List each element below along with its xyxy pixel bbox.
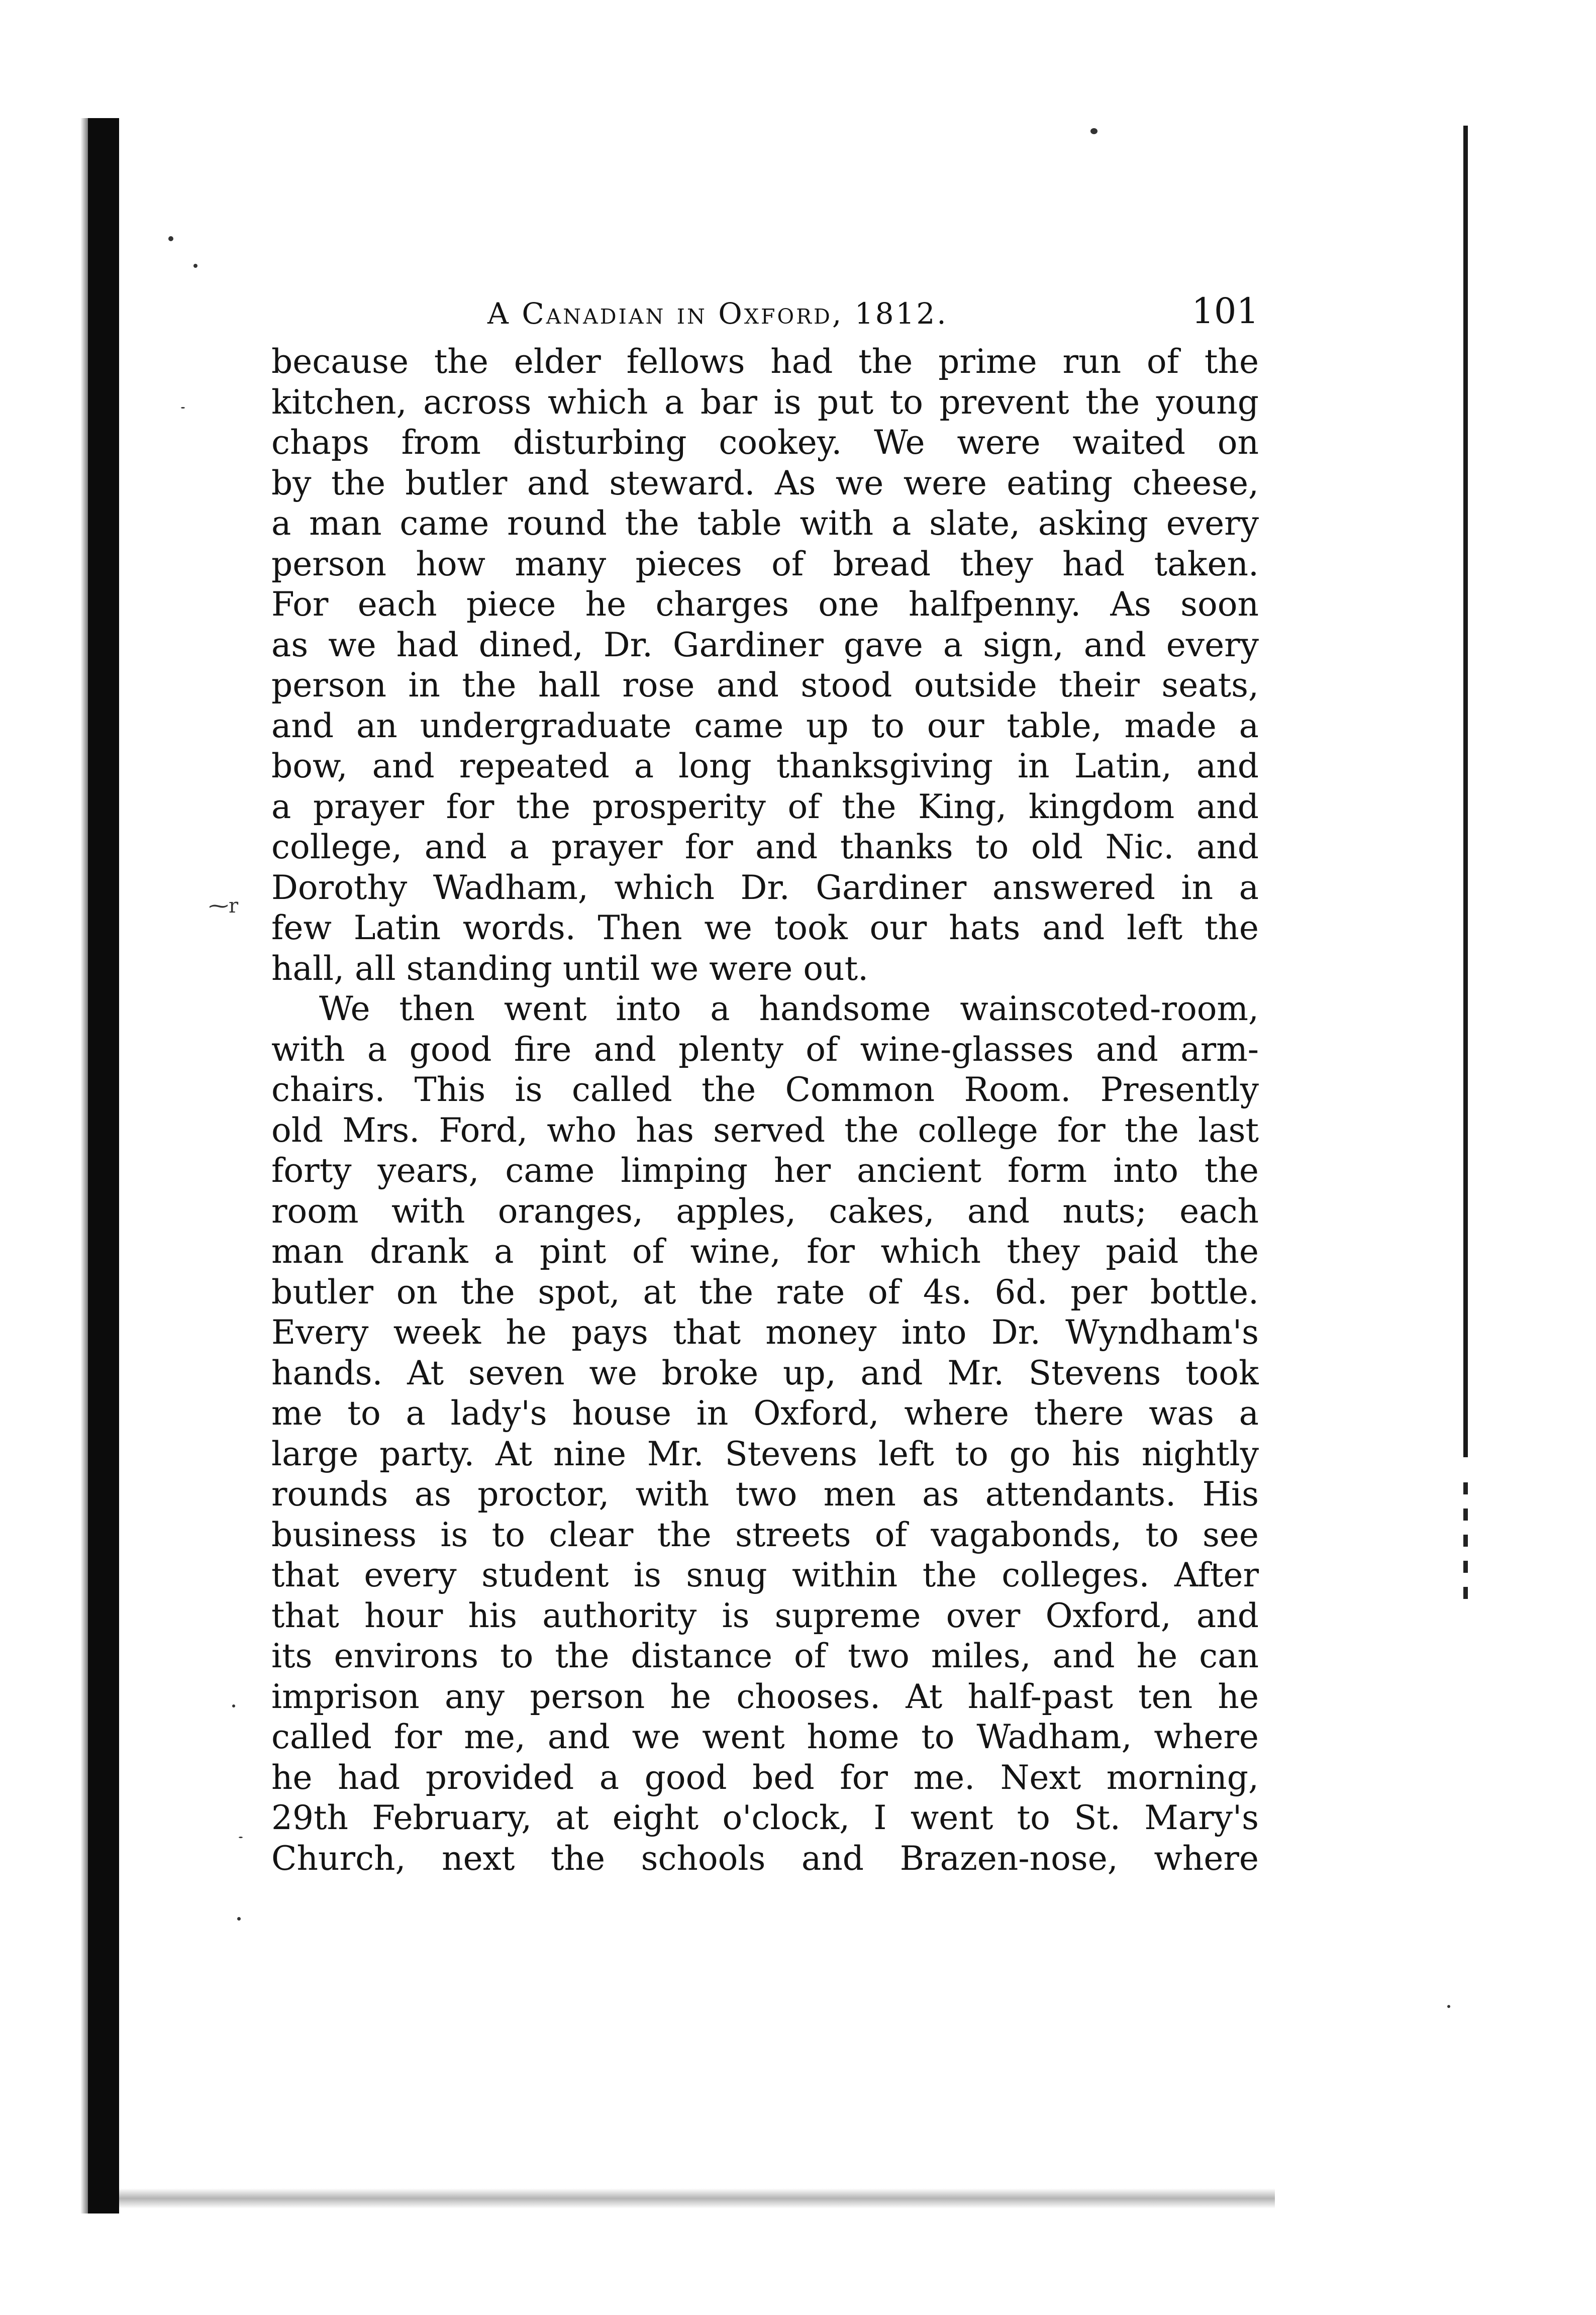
text-line: that hour his authority is supreme over Oxford, and bbox=[271, 1596, 1259, 1635]
text-line: person in the hall rose and stood outside their seats, bbox=[271, 666, 1259, 704]
paragraph bbox=[271, 342, 1259, 989]
scan-speck bbox=[1447, 2005, 1450, 2008]
text-line: me to a lady's house in Oxford, where there was a bbox=[271, 1394, 1259, 1433]
text-line: butler on the spot, at the rate of 4s. 6d. per bottle. bbox=[271, 1272, 1259, 1312]
scan-speck bbox=[193, 264, 197, 268]
text-line: business is to clear the streets of vagabonds, to see bbox=[271, 1515, 1259, 1554]
text-line: old Mrs. Ford, who has served the college for the last bbox=[271, 1111, 1259, 1150]
scan-speck bbox=[1090, 128, 1098, 134]
paragraph bbox=[271, 989, 1259, 1879]
text-line: Church, next the schools and Brazen-nose, where bbox=[271, 1839, 1259, 1878]
text-line: chaps from disturbing cookey. We were waited on bbox=[271, 423, 1259, 462]
scan-right-edge bbox=[1463, 126, 1468, 1457]
text-line: bow, and repeated a long thanksgiving in Latin, and bbox=[271, 747, 1259, 785]
binding-edge bbox=[88, 118, 119, 2213]
page-bottom-edge bbox=[119, 2188, 1275, 2208]
page-number: 101 bbox=[1191, 290, 1259, 332]
page-text bbox=[271, 286, 1259, 1879]
margin-mark: ⁓r bbox=[209, 894, 239, 918]
scan-speck bbox=[168, 236, 173, 241]
text-line: college, and a prayer for and thanks to old Nic. and bbox=[271, 828, 1259, 866]
text-line: Dorothy Wadham, which Dr. Gardiner answered in a bbox=[271, 868, 1259, 907]
text-line: rounds as proctor, with two men as attendants. His bbox=[271, 1475, 1259, 1514]
scan-speck bbox=[237, 1917, 241, 1921]
text-line: large party. At nine Mr. Stevens left to go his nightly bbox=[271, 1434, 1259, 1473]
scan-speck bbox=[239, 1837, 243, 1838]
text-line: Every week he pays that money into Dr. Wyndham's bbox=[271, 1313, 1259, 1352]
text-line: room with oranges, apples, cakes, and nuts; each bbox=[271, 1191, 1259, 1231]
text-line: its environs to the distance of two miles, and he can bbox=[271, 1637, 1259, 1675]
scan-shadow bbox=[80, 118, 88, 2213]
running-head bbox=[271, 286, 1259, 342]
text-line: a man came round the table with a slate, asking every bbox=[271, 504, 1259, 543]
scan-speck bbox=[232, 1704, 235, 1707]
text-line: For each piece he charges one halfpenny. As soon bbox=[271, 585, 1259, 624]
text-line: by the butler and steward. As we were eating cheese, bbox=[271, 463, 1259, 502]
text-line: as we had dined, Dr. Gardiner gave a sign, and every bbox=[271, 625, 1259, 664]
text-line: hands. At seven we broke up, and Mr. Stevens took bbox=[271, 1353, 1259, 1392]
text-line: 29th February, at eight o'clock, I went to St. Mary's bbox=[271, 1798, 1259, 1837]
text-line: We then went into a handsome wainscoted-room, bbox=[319, 989, 1259, 1028]
text-line: man drank a pint of wine, for which they paid the bbox=[271, 1232, 1259, 1271]
text-line: with a good fire and plenty of wine-glasses and arm- bbox=[271, 1030, 1259, 1069]
text-line: hall, all standing until we were out. bbox=[271, 949, 869, 988]
text-line: called for me, and we went home to Wadham, where bbox=[271, 1718, 1259, 1756]
text-line: a prayer for the prosperity of the King, kingdom and bbox=[271, 787, 1259, 826]
text-line: chairs. This is called the Common Room. Presently bbox=[271, 1070, 1259, 1109]
text-line: kitchen, across which a bar is put to prevent the young bbox=[271, 382, 1259, 422]
text-line: because the elder fellows had the prime run of the bbox=[271, 342, 1259, 381]
text-line: he had provided a good bed for me. Next morning, bbox=[271, 1758, 1259, 1797]
text-line: forty years, came limping her ancient form into the bbox=[271, 1151, 1259, 1190]
scan-right-edge-dashes bbox=[1463, 1482, 1468, 1603]
running-title: A Canadian in Oxford, 1812. bbox=[487, 296, 948, 331]
body-text bbox=[271, 342, 1259, 1879]
text-line: and an undergraduate came up to our table, made a bbox=[271, 706, 1259, 745]
text-line: few Latin words. Then we took our hats and left the bbox=[271, 909, 1259, 947]
text-line: that every student is snug within the colleges. After bbox=[271, 1556, 1259, 1594]
scan-speck bbox=[181, 407, 185, 409]
text-line: person how many pieces of bread they had taken. bbox=[271, 544, 1259, 583]
text-line: imprison any person he chooses. At half-past ten he bbox=[271, 1677, 1259, 1716]
